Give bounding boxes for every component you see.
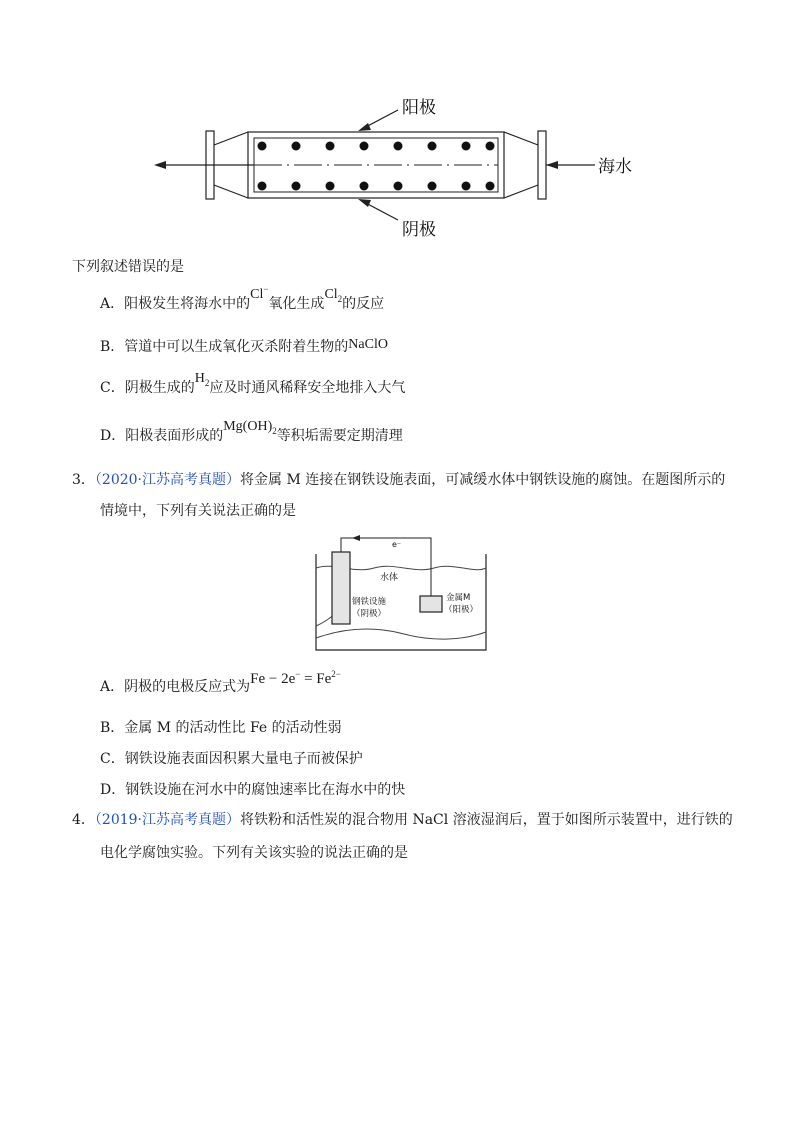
electrolysis-pipe-diagram: [140, 85, 660, 245]
anode-dots: [258, 142, 495, 151]
formula-cl2: $Cl_2$: [324, 287, 343, 304]
formula-h2: $H_2$: [194, 371, 210, 388]
bed-line: [316, 629, 486, 639]
option-letter: A．: [100, 296, 125, 312]
connecting-wire: [341, 538, 431, 596]
option-letter: D．: [100, 782, 126, 798]
formula-fe-reaction: $Fe - 2e^- = Fe^{2-}$: [250, 669, 341, 687]
cathode-dots: [258, 182, 495, 191]
metal-label-2: （阳极）: [444, 605, 479, 615]
q4-stem-line1: 4．（2019·江苏高考真题）将铁粉和活性炭的混合物用 NaCl 溶液湿润后，置于如图所示装置中，进行铁的: [72, 812, 733, 828]
q3-option-c: C．钢铁设施表面因积累大量电子而被保护: [100, 751, 363, 767]
option-letter: C．: [100, 380, 125, 396]
option-letter: A．: [100, 679, 125, 695]
option-letter: B．: [100, 339, 125, 355]
q2-option-a: A．阳极发生将海水中的Cl−氧化生成$Cl_2$的反应: [100, 284, 385, 312]
q3-option-a: A．阴极的电极反应式为$Fe - 2e^- = Fe^{2-}$: [100, 669, 341, 695]
q2-option-c: C．阴极生成的$H_2$应及时通风稀释安全地排入大气: [100, 371, 406, 396]
electron-label: e⁻: [392, 540, 402, 549]
q2-stem: 下列叙述错误的是: [72, 259, 184, 275]
metal-label-1: 金属M: [446, 593, 471, 603]
question-number: 4．: [72, 812, 95, 828]
option-letter: D．: [100, 428, 126, 444]
formula-naclo: NaClO: [348, 337, 388, 352]
q3-stem-line2: 情境中，下列有关说法正确的是: [100, 503, 296, 519]
question-number: 3．: [72, 472, 95, 488]
q3-stem-line1: 3．（2020·江苏高考真题）将金属 M 连接在钢铁设施表面，可减缓水体中钢铁设施的腐蚀。在题图所示的: [72, 472, 726, 488]
formula-mgoh2: $Mg(OH)_2$: [223, 419, 277, 436]
option-letter: B．: [100, 720, 125, 736]
q2-option-b: B．管道中可以生成氧化灭杀附着生物的NaClO: [100, 337, 388, 355]
q3-option-d: D．钢铁设施在河水中的腐蚀速率比在海水中的快: [100, 782, 406, 798]
q4-stem-line2: 电化学腐蚀实验。下列有关该实验的说法正确的是: [100, 845, 408, 861]
right-flange: [538, 131, 546, 199]
formula-cl-ion: Cl−: [250, 284, 269, 302]
option-letter: C．: [100, 751, 125, 767]
steel-label-1: 钢铁设施: [352, 597, 387, 607]
water-label: 水体: [380, 573, 399, 583]
q2-option-d: D．阳极表面形成的$Mg(OH)_2$等积垢需要定期清理: [100, 419, 403, 444]
metal-m-block: [420, 596, 442, 612]
anode-label: 阳极: [402, 98, 436, 118]
q3-option-b: B．金属 M 的活动性比 Fe 的活动性弱: [100, 720, 342, 736]
seawater-label: 海水: [598, 157, 632, 177]
question-source: （2019·江苏高考真题）: [94, 812, 241, 828]
sacrificial-anode-diagram: [314, 530, 490, 656]
steel-facility: [332, 552, 350, 624]
cathode-label: 阴极: [402, 220, 436, 240]
electron-flow-arrow: [352, 535, 360, 541]
question-source: （2020·江苏高考真题）: [94, 472, 241, 488]
steel-label-2: （阴极）: [352, 609, 387, 619]
